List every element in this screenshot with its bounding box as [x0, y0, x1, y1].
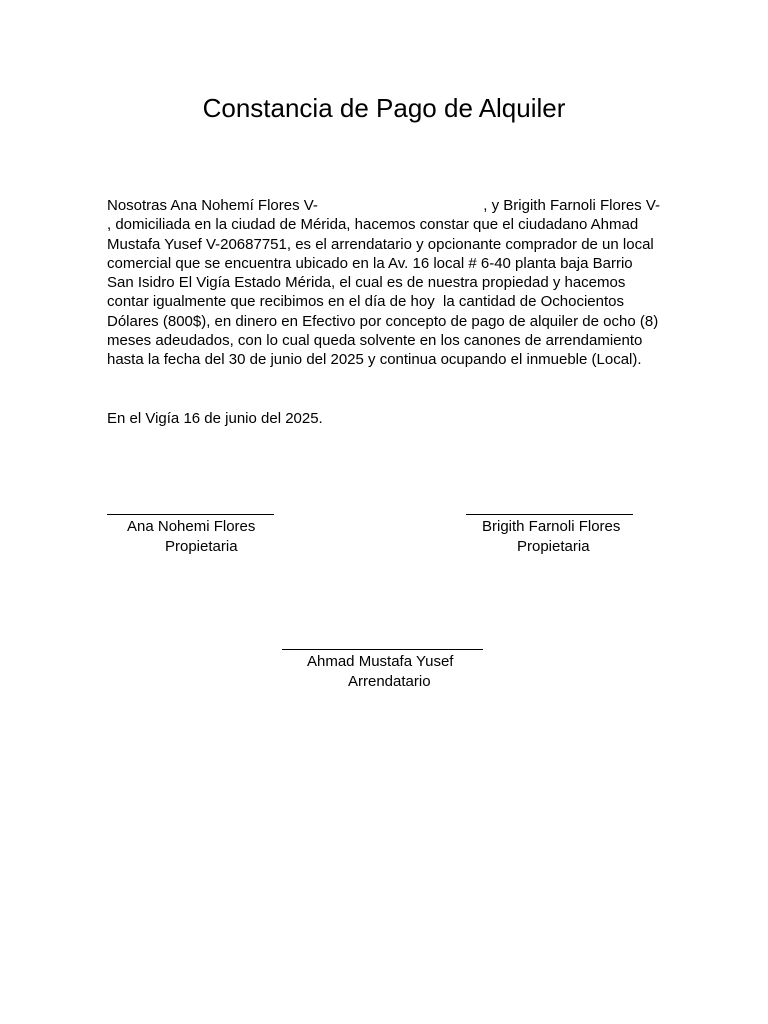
- paragraph-line-text: Mustafa Yusef V-20687751, es el arrendatario y opcionante comprador de un local: [107, 235, 654, 253]
- signature-name: Ana Nohemi Flores: [127, 518, 256, 535]
- signature-role: Propietaria: [517, 538, 590, 555]
- signature-line: [466, 514, 633, 515]
- paragraph-line-text: , y Brigith Farnoli Flores V-: [483, 197, 660, 214]
- id-blank-space: [328, 196, 474, 215]
- paragraph-line: [107, 215, 660, 234]
- paragraph-line-text: Nosotras Ana Nohemí Flores V-: [107, 197, 318, 214]
- paragraph-line: [107, 350, 660, 369]
- paragraph-line: [107, 254, 660, 273]
- paragraph-line: [107, 235, 660, 254]
- signature-role: Propietaria: [165, 538, 238, 555]
- signature-name: Ahmad Mustafa Yusef: [307, 653, 454, 670]
- signature-name: Brigith Farnoli Flores: [482, 518, 621, 535]
- signature-block-owner-2: [466, 514, 633, 557]
- paragraph-line: [107, 273, 660, 292]
- document-title: Constancia de Pago de Alquiler: [202, 93, 566, 123]
- paragraph-line: [107, 331, 660, 350]
- paragraph-line: [107, 196, 660, 215]
- paragraph-line: [107, 292, 660, 311]
- signature-block-tenant: [282, 649, 483, 692]
- date-line: En el Vigía 16 de junio del 2025.: [107, 410, 323, 427]
- signature-line: [282, 649, 483, 650]
- paragraph-line-text: San Isidro El Vigía Estado Mérida, el cual es de nuestra propiedad y hacemos: [107, 274, 626, 292]
- paragraph-line-text: meses adeudados, con lo cual queda solvente en los canones de arrendamiento: [107, 332, 643, 350]
- signature-block-owner-1: [107, 514, 274, 557]
- paragraph-line-text: Dólares (800$), en dinero en Efectivo por concepto de pago de alquiler de ocho (8): [107, 312, 659, 330]
- paragraph-line: [107, 312, 660, 331]
- paragraph-line-text: comercial que se encuentra ubicado en la Av. 16 local # 6-40 planta baja Barrio: [107, 254, 633, 272]
- paragraph-line-text: hasta la fecha del 30 de junio del 2025 y continua ocupando el inmueble (Local).: [107, 351, 642, 369]
- paragraph-line-text: contar igualmente que recibimos en el día de hoy la cantidad de Ochocientos: [107, 293, 624, 311]
- signature-line: [107, 514, 274, 515]
- paragraph-line-text: , domiciliada en la ciudad de Mérida, hacemos constar que el ciudadano Ahmad: [107, 216, 639, 234]
- signature-role: Arrendatario: [348, 673, 431, 690]
- body-paragraph: [107, 196, 660, 370]
